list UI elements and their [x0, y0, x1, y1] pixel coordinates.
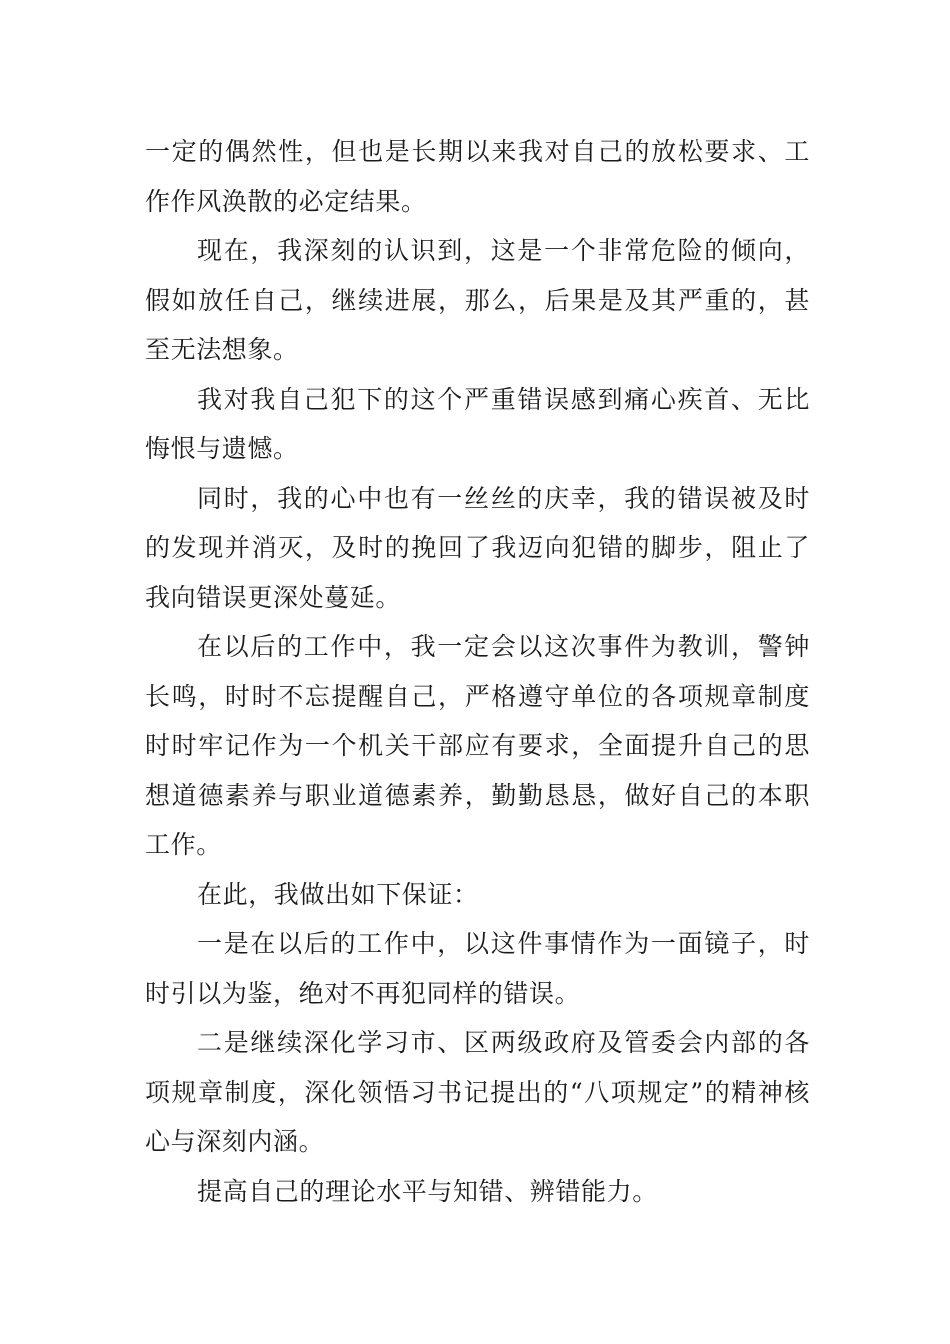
paragraph-1: 一定的偶然性，但也是长期以来我对自己的放松要求、工作作风涣散的必定结果。 — [145, 137, 810, 216]
paragraph-5: 在以后的工作中，我一定会以这次事件为教训，警钟长鸣，时时不忘提醒自己，严格遵守单位的各项规章制度时时牢记作为一个机关干部应有要求，全面提升自己的思想道德素养与职业道德素养，勤勤恳恳，做好自己的本职工作。 — [145, 632, 810, 859]
document-body — [145, 127, 810, 1216]
paragraph-4: 同时，我的心中也有一丝丝的庆幸，我的错误被及时的发现并消灭，及时的挽回了我迈向犯错的脚步，阻止了我向错误更深处蔓延。 — [145, 483, 810, 612]
paragraph-7: 一是在以后的工作中，以这件事情作为一面镜子，时时引以为鉴，绝对不再犯同样的错误。 — [145, 929, 810, 1008]
paragraph-9: 提高自己的理论水平与知错、辨错能力。 — [197, 1176, 658, 1206]
paragraph-3: 我对我自己犯下的这个严重错误感到痛心疾首、无比悔恨与遗憾。 — [145, 384, 810, 463]
paragraph-8: 二是继续深化学习市、区两级政府及管委会内部的各项规章制度，深化领悟习书记提出的“八项规定”的精神核心与深刻内涵。 — [145, 1028, 810, 1156]
paragraph-2: 现在，我深刻的认识到，这是一个非常危险的倾向，假如放任自己，继续进展，那么，后果是及其严重的，甚至无法想象。 — [145, 236, 810, 364]
paragraph-6: 在此，我做出如下保证： — [197, 879, 479, 909]
